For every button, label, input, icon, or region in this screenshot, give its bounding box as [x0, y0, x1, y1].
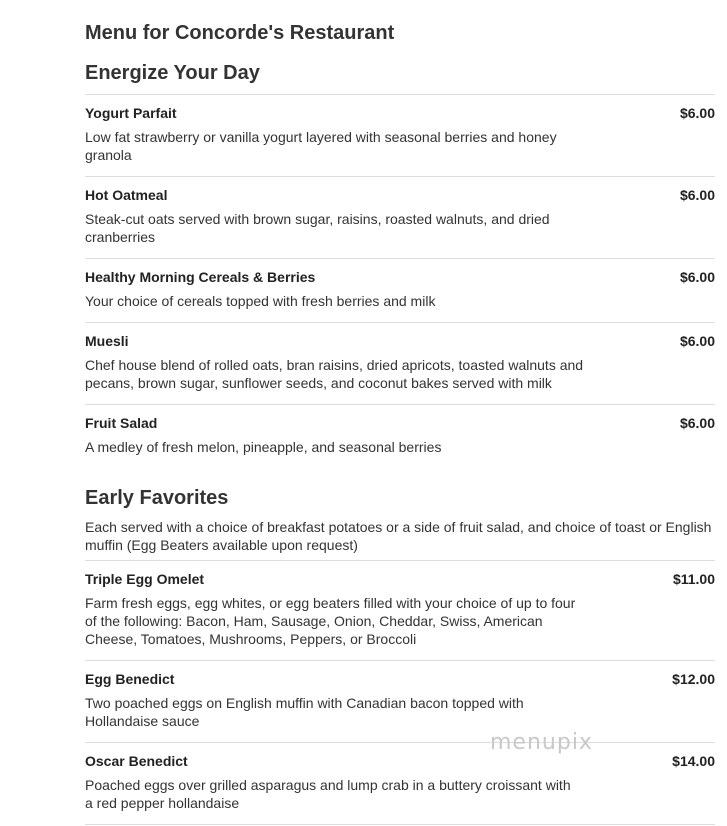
item-description: Chef house blend of rolled oats, bran raisins, dried apricots, toasted walnuts and pecans, brown sugar, sunflower seeds, and coconut bakes served with milk: [85, 357, 584, 391]
page-title: Menu for Concorde's Restaurant: [85, 22, 395, 44]
item-name: Oscar Benedict: [85, 753, 188, 769]
item-description: Steak-cut oats served with brown sugar, raisins, roasted walnuts, and dried cranberries: [85, 211, 550, 245]
item-description: Two poached eggs on English muffin with Canadian bacon topped with Hollandaise sauce: [85, 695, 524, 729]
item-name: Yogurt Parfait: [85, 105, 177, 121]
item-price: $6.00: [679, 269, 715, 285]
item-description: A medley of fresh melon, pineapple, and seasonal berries: [85, 439, 442, 455]
divider: [85, 742, 715, 743]
item-name: Hot Oatmeal: [85, 187, 168, 203]
divider: [85, 560, 715, 561]
item-description: Your choice of cereals topped with fresh berries and milk: [85, 293, 436, 309]
divider: [85, 94, 715, 95]
item-name: Egg Benedict: [85, 671, 175, 687]
item-description: Low fat strawberry or vanilla yogurt layered with seasonal berries and honey granola: [85, 129, 557, 163]
item-price: $14.00: [672, 753, 715, 769]
divider: [85, 322, 715, 323]
item-price: $6.00: [679, 105, 715, 121]
item-name: Fruit Salad: [85, 415, 158, 431]
item-price: $6.00: [679, 333, 715, 349]
item-price: $6.00: [679, 187, 715, 203]
item-description: Poached eggs over grilled asparagus and lump crab in a buttery croissant with a red pepper hollandaise: [85, 777, 571, 811]
section-heading-early-favorites: Early Favorites: [85, 487, 229, 509]
item-name: Muesli: [85, 333, 129, 349]
item-price: $6.00: [679, 415, 715, 431]
watermark: menupix: [490, 730, 593, 755]
item-description: Farm fresh eggs, egg whites, or egg beaters filled with your choice of up to four of the following: Bacon, Ham, Sausage, Onion, Cheddar, Swiss, American Cheese, Tomatoes, Mushrooms, Peppers, or Broccoli: [85, 595, 576, 647]
divider: [85, 404, 715, 405]
divider: [85, 824, 715, 825]
divider: [85, 258, 715, 259]
item-price: $11.00: [672, 571, 715, 587]
item-name: Healthy Morning Cereals & Berries: [85, 269, 316, 285]
section-heading-energize: Energize Your Day: [85, 62, 260, 84]
item-price: $12.00: [672, 671, 715, 687]
divider: [85, 176, 715, 177]
divider: [85, 660, 715, 661]
section-note: Each served with a choice of breakfast potatoes or a side of fruit salad, and choice of toast or English muffin (Egg Beaters available upon request): [85, 519, 712, 553]
item-name: Triple Egg Omelet: [85, 571, 205, 587]
